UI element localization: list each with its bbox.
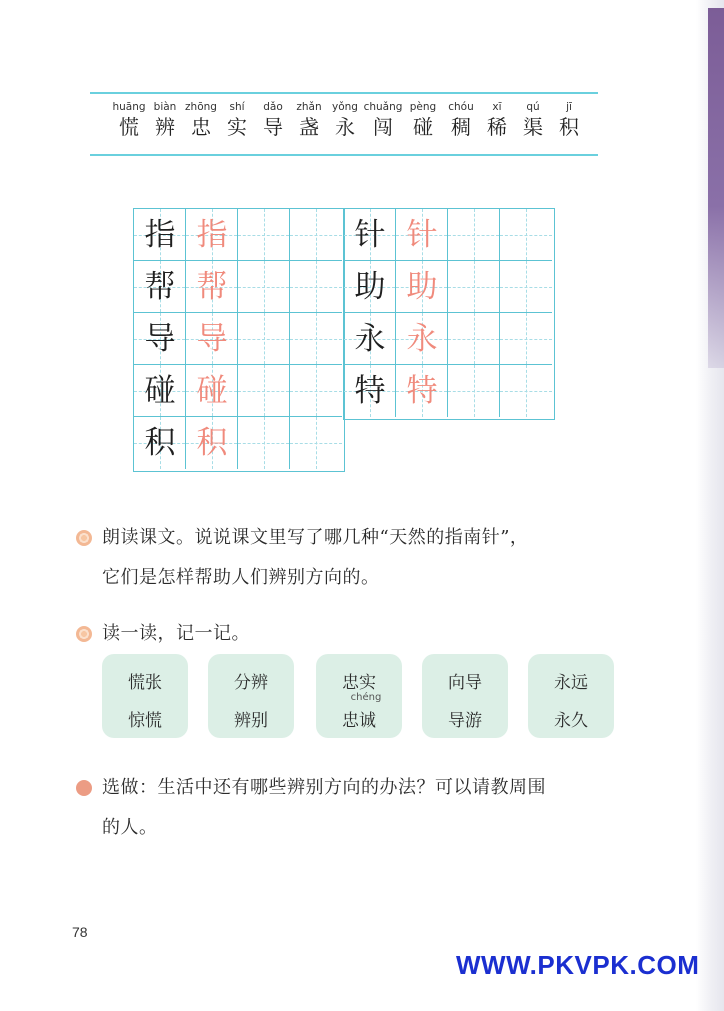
word-bottom: 辨别 [234, 711, 268, 731]
exercise-bullet-icon [76, 626, 92, 642]
vocab-char: 实 [227, 115, 247, 139]
grid-cell [134, 417, 186, 469]
vocab-char: 辨 [155, 115, 175, 139]
vocab-char: 闯 [373, 115, 393, 139]
grid-cell [186, 365, 238, 417]
grid-cell [500, 365, 552, 417]
vocab-pinyin: zhǎn [296, 101, 322, 113]
grid-cell [134, 365, 186, 417]
model-char: 积 [144, 425, 176, 461]
model-char: 永 [354, 321, 386, 357]
grid-cell [448, 261, 500, 313]
exercise-1-line-1: 朗读课文。说说课文里写了哪几种“天然的指南针”， [102, 527, 529, 548]
grid-cell [344, 209, 396, 261]
trace-char: 永 [406, 321, 438, 357]
vocab-char: 导 [263, 115, 283, 139]
vocab-char: 碰 [413, 115, 433, 139]
vocab-pinyin: yǒng [332, 101, 358, 113]
vocab-item [550, 100, 588, 140]
vocab-pinyin: pèng [409, 101, 437, 113]
trace-char: 积 [196, 425, 228, 461]
word-bottom: 忠诚 [342, 711, 376, 731]
grid-cell [500, 261, 552, 313]
word-card [528, 654, 614, 738]
writing-grid-left [133, 208, 345, 472]
vocab-pinyin: huāng [112, 101, 146, 113]
word-top: 慌张 [128, 673, 162, 693]
vocab-char: 盏 [299, 115, 319, 139]
word-top: 向导 [448, 673, 482, 693]
vocab-pinyin: shí [229, 101, 245, 113]
word-top: 忠实 [342, 673, 376, 693]
grid-cell [344, 261, 396, 313]
trace-char: 指 [196, 217, 228, 253]
trace-char: 特 [406, 373, 438, 409]
exercise-3-line-2: 的人。 [102, 817, 158, 838]
grid-cell [238, 417, 290, 469]
grid-cell [396, 365, 448, 417]
grid-cell [238, 365, 290, 417]
trace-char: 针 [406, 217, 438, 253]
exercise-3-line-1: 选做：生活中还有哪些辨别方向的办法？可以请教周围 [102, 777, 546, 798]
trace-char: 助 [406, 269, 438, 305]
grid-cell [448, 313, 500, 365]
writing-grid-right [343, 208, 555, 420]
vocab-strip [90, 92, 598, 156]
grid-cell [344, 313, 396, 365]
grid-cell [134, 209, 186, 261]
vocab-pinyin: xī [492, 101, 502, 113]
grid-cell [396, 313, 448, 365]
word-card [422, 654, 508, 738]
vocab-pinyin: dǎo [263, 101, 283, 113]
exercise-2-text: 读一读，记一记。 [102, 623, 250, 644]
word-bottom: 惊慌 [128, 711, 162, 731]
watermark-link[interactable]: WWW.PKVPK.COM [456, 950, 700, 980]
vocab-char: 忠 [191, 115, 211, 139]
trace-char: 帮 [196, 269, 228, 305]
grid-cell [186, 209, 238, 261]
grid-cell [290, 365, 342, 417]
grid-cell [238, 261, 290, 313]
vocab-char: 稠 [451, 115, 471, 139]
word-bottom: 导游 [448, 711, 482, 731]
exercise-1-line-2: 它们是怎样帮助人们辨别方向的。 [102, 567, 380, 588]
word-top: 永远 [554, 673, 588, 693]
grid-cell [290, 313, 342, 365]
grid-cell [290, 417, 342, 469]
word-card [208, 654, 294, 738]
trace-char: 碰 [196, 373, 228, 409]
grid-cell [500, 209, 552, 261]
vocab-pinyin: zhōng [185, 101, 217, 113]
grid-cell [134, 313, 186, 365]
grid-cell [344, 365, 396, 417]
grid-cell [134, 261, 186, 313]
model-char: 指 [144, 217, 176, 253]
grid-cell [290, 209, 342, 261]
model-char: 助 [354, 269, 386, 305]
word-top: 分辨 [234, 673, 268, 693]
vocab-char: 稀 [487, 115, 507, 139]
grid-cell [238, 209, 290, 261]
exercise-bullet-icon [76, 530, 92, 546]
model-char: 碰 [144, 373, 176, 409]
model-char: 特 [354, 373, 386, 409]
vocab-char: 积 [559, 115, 579, 139]
word-card [316, 654, 402, 738]
grid-cell [448, 365, 500, 417]
vocab-pinyin: jī [566, 101, 572, 113]
vocab-pinyin: chuǎng [363, 101, 403, 113]
exercise-bullet-icon [76, 780, 92, 796]
vocab-pinyin: chóu [448, 101, 474, 113]
grid-cell [290, 261, 342, 313]
grid-cell [186, 261, 238, 313]
model-char: 帮 [144, 269, 176, 305]
grid-cell [238, 313, 290, 365]
grid-cell [186, 313, 238, 365]
vocab-char: 永 [335, 115, 355, 139]
word-card [102, 654, 188, 738]
vocab-pinyin: biàn [153, 101, 177, 113]
trace-char: 导 [196, 321, 228, 357]
chapter-edge-tab [708, 8, 724, 368]
grid-cell [448, 209, 500, 261]
vocab-char: 渠 [523, 115, 543, 139]
grid-cell [500, 313, 552, 365]
word-bottom: 永久 [554, 711, 588, 731]
page-number: 78 [72, 924, 88, 940]
vocab-pinyin: qú [526, 101, 540, 113]
model-char: 导 [144, 321, 176, 357]
grid-cell [396, 209, 448, 261]
grid-cell [396, 261, 448, 313]
word-pinyin: chéng [350, 692, 382, 703]
grid-cell [186, 417, 238, 469]
model-char: 针 [354, 217, 386, 253]
vocab-char: 慌 [119, 115, 139, 139]
